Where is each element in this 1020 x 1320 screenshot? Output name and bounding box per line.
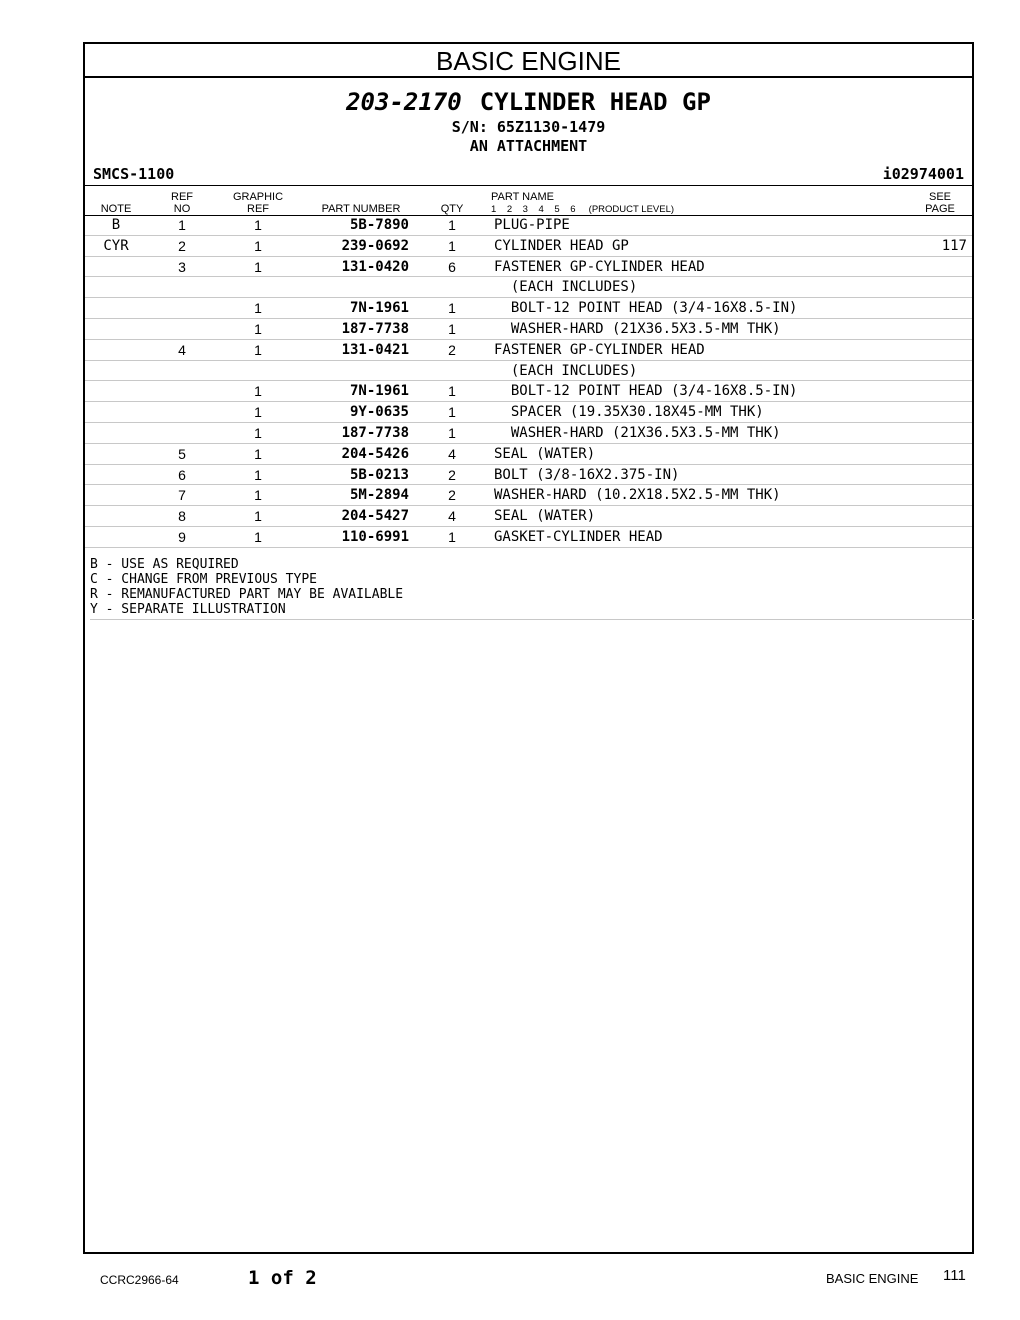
row-graphic-ref: 1 [254, 300, 262, 317]
table-row [85, 340, 972, 361]
row-part-name: (EACH INCLUDES) [494, 362, 638, 379]
row-graphic-ref: 1 [254, 341, 262, 358]
row-part-name: WASHER-HARD (21X36.5X3.5-MM THK) [494, 320, 781, 337]
row-graphic-ref: 1 [254, 404, 262, 421]
row-part-name: (EACH INCLUDES) [494, 279, 638, 296]
info-id: i02974001 [882, 165, 964, 183]
row-part-number: 7N-1961 [349, 300, 409, 317]
row-qty: 4 [448, 508, 456, 525]
row-part-number: 131-0420 [341, 258, 409, 275]
col-see-page: SEE PAGE [925, 191, 955, 215]
table-row [85, 215, 972, 236]
col-part-name: PART NAME [491, 191, 554, 203]
section-title: BASIC ENGINE [85, 44, 972, 78]
col-qty: QTY [440, 203, 464, 215]
row-part-name: FASTENER GP-CYLINDER HEAD [494, 258, 705, 275]
row-part-number: 204-5426 [341, 445, 409, 462]
row-graphic-ref: 1 [254, 466, 262, 483]
notes-legend [90, 557, 975, 620]
table-row [85, 236, 972, 257]
table-row [85, 485, 972, 506]
page-frame [83, 42, 974, 1254]
row-part-number: 131-0421 [341, 341, 409, 358]
row-part-name: WASHER-HARD (10.2X18.5X2.5-MM THK) [494, 487, 781, 504]
col-graphic-ref: GRAPHIC REF [232, 191, 284, 215]
row-graphic-ref: 1 [254, 258, 262, 275]
row-ref-no: 6 [178, 466, 186, 483]
table-row [85, 506, 972, 527]
col-part-number: PART NUMBER [321, 203, 401, 215]
row-graphic-ref: 1 [254, 528, 262, 545]
legend-item: R - REMANUFACTURED PART MAY BE AVAILABLE [90, 587, 404, 602]
row-qty: 1 [448, 528, 456, 545]
attachment-label: AN ATTACHMENT [469, 137, 588, 155]
legend-item: B - USE AS REQUIRED [90, 557, 239, 572]
row-part-name: CYLINDER HEAD GP [494, 237, 629, 254]
table-row [85, 277, 972, 298]
row-note: CYR [103, 237, 129, 254]
row-graphic-ref: 1 [254, 424, 262, 441]
table-row [85, 402, 972, 423]
row-part-name: FASTENER GP-CYLINDER HEAD [494, 341, 705, 358]
smcs-code: SMCS-1100 [93, 165, 175, 183]
footer-section: BASIC ENGINE [826, 1271, 919, 1286]
row-part-number: 9Y-0635 [349, 404, 409, 421]
parts-table [85, 215, 972, 548]
row-part-name: PLUG-PIPE [494, 217, 570, 233]
row-part-number: 5M-2894 [349, 487, 409, 504]
serial-number: S/N: 65Z1130-1479 [451, 118, 606, 136]
row-ref-no: 4 [178, 341, 186, 358]
row-part-number: 7N-1961 [349, 383, 409, 400]
row-part-name: WASHER-HARD (21X36.5X3.5-MM THK) [494, 424, 781, 441]
row-ref-no: 9 [178, 528, 186, 545]
row-ref-no: 3 [178, 258, 186, 275]
legend-item: Y - SEPARATE ILLUSTRATION [90, 602, 286, 617]
row-qty: 1 [448, 237, 456, 254]
group-name: CYLINDER HEAD GP [479, 88, 711, 116]
row-qty: 1 [448, 300, 456, 317]
row-part-number: 239-0692 [341, 237, 409, 254]
row-graphic-ref: 1 [254, 237, 262, 254]
row-graphic-ref: 1 [254, 445, 262, 462]
row-part-name: BOLT-12 POINT HEAD (3/4-16X8.5-IN) [494, 300, 798, 317]
footer-doc-id: CCRC2966-64 [100, 1273, 179, 1287]
row-part-number: 5B-0213 [349, 466, 409, 483]
row-part-number: 204-5427 [341, 508, 409, 525]
col-note: NOTE [100, 203, 132, 215]
table-row [85, 361, 972, 382]
row-qty: 1 [448, 217, 456, 233]
row-part-name: GASKET-CYLINDER HEAD [494, 528, 663, 545]
row-ref-no: 5 [178, 445, 186, 462]
row-ref-no: 8 [178, 508, 186, 525]
table-row [85, 298, 972, 319]
table-row [85, 381, 972, 402]
col-ref-no: REF NO [171, 191, 193, 215]
table-row [85, 257, 972, 278]
row-qty: 1 [448, 404, 456, 421]
table-row [85, 444, 972, 465]
row-graphic-ref: 1 [254, 508, 262, 525]
row-qty: 1 [448, 320, 456, 337]
row-qty: 2 [448, 341, 456, 358]
row-ref-no: 2 [178, 237, 186, 254]
row-part-name: SEAL (WATER) [494, 508, 596, 525]
footer-page-number: 111 [943, 1267, 966, 1284]
group-heading [85, 88, 972, 116]
row-part-name: SPACER (19.35X30.18X45-MM THK) [494, 404, 764, 421]
header-divider [85, 185, 972, 186]
table-row [85, 423, 972, 444]
row-ref-no: 1 [178, 217, 186, 233]
row-part-number: 110-6991 [341, 528, 409, 545]
row-qty: 2 [448, 466, 456, 483]
row-part-name: SEAL (WATER) [494, 445, 596, 462]
table-row [85, 527, 972, 548]
row-qty: 6 [448, 258, 456, 275]
row-graphic-ref: 1 [254, 320, 262, 337]
footer-page-of: 1 of 2 [248, 1267, 317, 1289]
product-levels: 1 2 3 4 5 6 (PRODUCT LEVEL) [491, 204, 675, 215]
table-row [85, 465, 972, 486]
row-part-name: BOLT (3/8-16X2.375-IN) [494, 466, 680, 483]
row-note: B [111, 217, 121, 233]
row-qty: 2 [448, 487, 456, 504]
row-graphic-ref: 1 [254, 487, 262, 504]
legend-item: C - CHANGE FROM PREVIOUS TYPE [90, 572, 317, 587]
row-part-name: BOLT-12 POINT HEAD (3/4-16X8.5-IN) [494, 383, 798, 400]
table-row [85, 319, 972, 340]
row-see-page: 117 [941, 237, 967, 254]
row-qty: 1 [448, 383, 456, 400]
row-qty: 1 [448, 424, 456, 441]
row-ref-no: 7 [178, 487, 186, 504]
row-part-number: 5B-7890 [349, 217, 409, 233]
row-part-number: 187-7738 [341, 320, 409, 337]
row-graphic-ref: 1 [254, 217, 262, 233]
group-number: 203-2170 [346, 88, 462, 116]
row-part-number: 187-7738 [341, 424, 409, 441]
row-qty: 4 [448, 445, 456, 462]
row-graphic-ref: 1 [254, 383, 262, 400]
